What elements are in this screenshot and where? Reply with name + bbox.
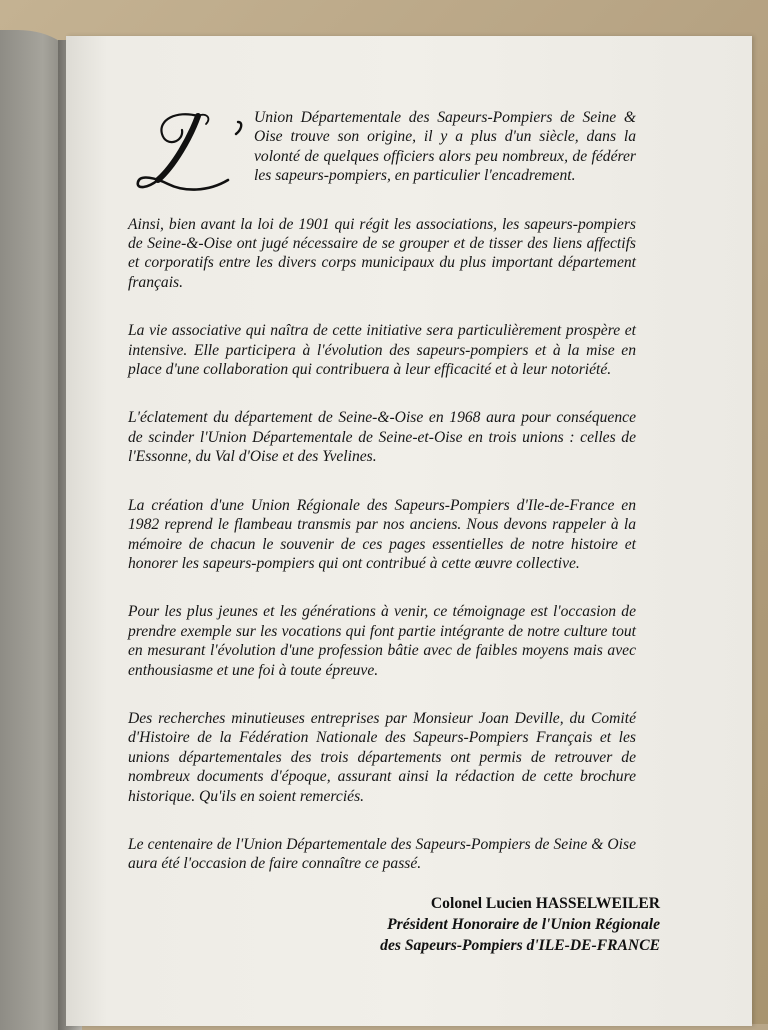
paragraph-2: Ainsi, bien avant la loi de 1901 qui régit les associations, les sapeurs-pompiers de Seine-&-Oise ont jugé nécessaire de se grouper et de tisser des liens affectifs et corporatifs entre les divers corps municipaux du plus important département français. bbox=[128, 215, 636, 291]
paragraph-7: Des recherches minutieuses entreprises par Monsieur Joan Deville, du Comité d'Histoire de la Fédération Nationale des Sapeurs-Pompiers Français et les unions départementales des trois départements ont permis de retrouver de nombreux documents d'époque, assurant ainsi la rédaction de cette brochure historique. Qu'ils en soient remerciés. bbox=[128, 709, 636, 805]
signature-block bbox=[380, 893, 660, 956]
paragraph-5: La création d'une Union Régionale des Sapeurs-Pompiers d'Ile-de-France en 1982 reprend le flambeau transmis par nos anciens. Nous devons rappeler à la mémoire de chacun le souvenir de ces pages essentielles de notre histoire et honorer les sapeurs-pompiers qui ont contribué à cette œuvre collective. bbox=[128, 496, 636, 572]
signature-title-line-1: Président Honoraire de l'Union Régionale bbox=[387, 916, 660, 933]
paragraph-1-text: Union Départementale des Sapeurs-Pompiers de Seine & Oise trouve son origine, il y a plus d'un siècle, dans la volonté de quelques officiers alors peu nombreux, de fédérer les sapeurs-pompiers, en particulier l'encadrement. bbox=[254, 109, 636, 185]
paragraph-3: La vie associative qui naîtra de cette initiative sera particulièrement prospère et intensive. Elle participera à l'évolution des sapeurs-pompiers et à la mise en place d'une collaboration qui contribuera à leur efficacité et à leur notoriété. bbox=[128, 322, 636, 379]
dropcap-L-icon bbox=[128, 108, 250, 196]
paragraph-6: Pour les plus jeunes et les générations à venir, ce témoignage est l'occasion de prendre exemple sur les vocations qui font partie intégrante de notre culture tout en mesurant l'évolution d'une profession bâtie avec de faibles moyens mais avec enthousiasme et une foi à toute épreuve. bbox=[128, 603, 636, 679]
paragraph-1 bbox=[128, 108, 636, 186]
paragraph-8: Le centenaire de l'Union Départementale des Sapeurs-Pompiers de Seine & Oise aura été l'occasion de faire connaître ce passé. bbox=[128, 835, 636, 873]
signature-title-line-2: des Sapeurs-Pompiers d'ILE-DE-FRANCE bbox=[380, 937, 660, 954]
page-text bbox=[128, 108, 636, 903]
signature-name: Colonel Lucien HASSELWEILER bbox=[430, 895, 660, 912]
paragraph-4: L'éclatement du département de Seine-&-Oise en 1968 aura pour conséquence de scinder l'Union Départementale de Seine-et-Oise en trois unions : celles de l'Essonne, du Val d'Oise et des Yvelines. bbox=[128, 409, 636, 466]
